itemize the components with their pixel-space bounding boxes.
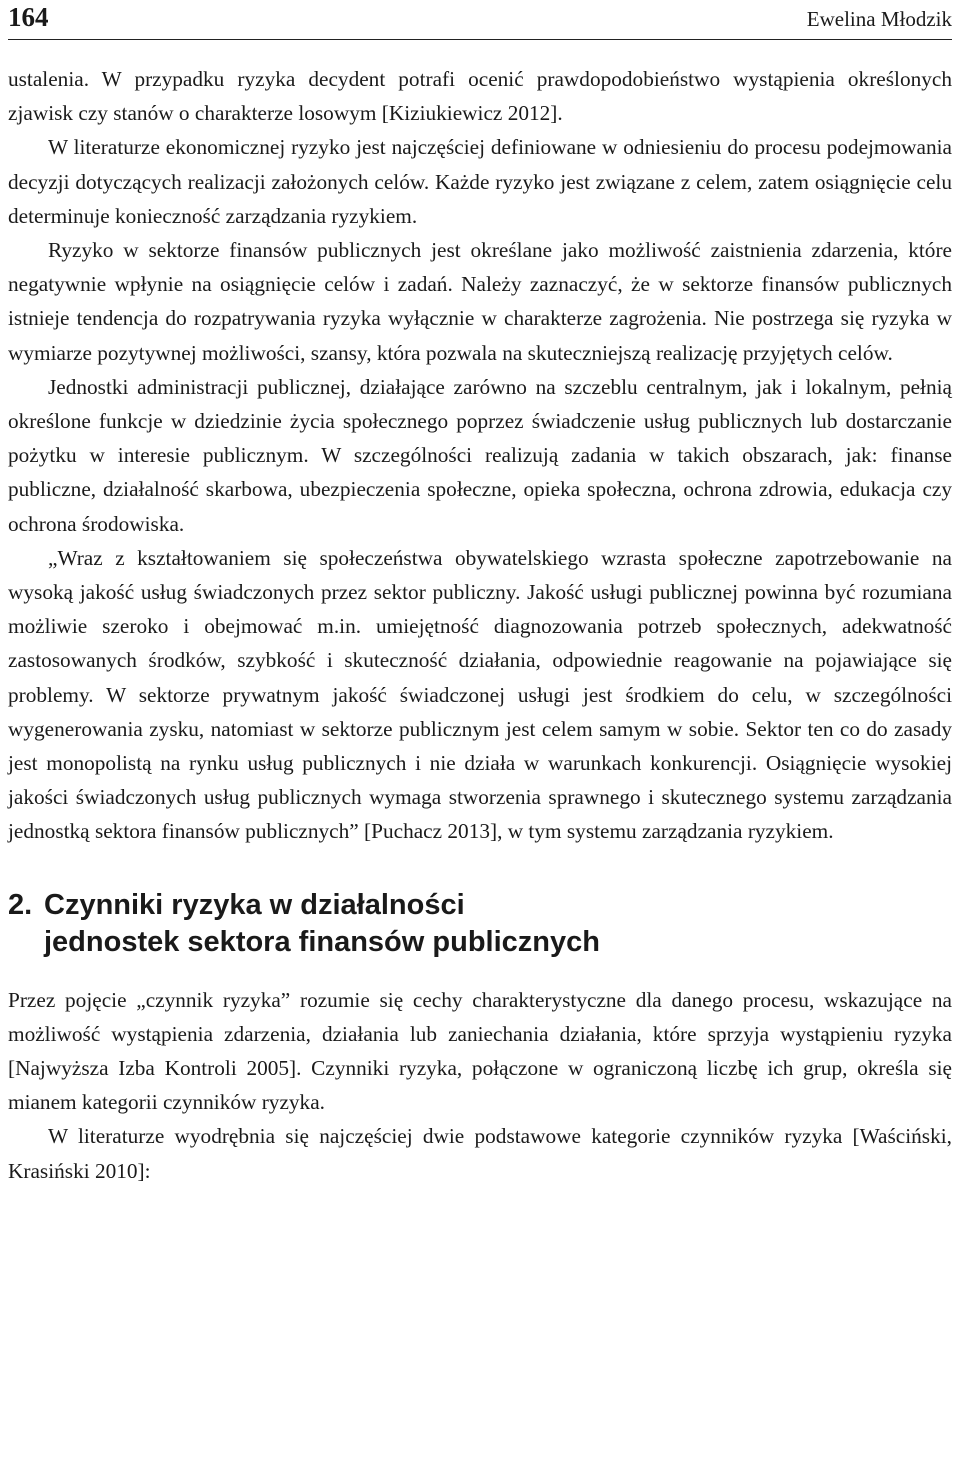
- paragraph-6: Przez pojęcie „czynnik ryzyka” rozumie się cechy charakterystyczne dla danego procesu, wskazujące na możliwość wystąpienia zdarzenia, działania lub zaniechania działania, które sprzyja wystąpieniu ryzyka [Najwyższa Izba Kontroli 2005]. Czynniki ryzyka, połączone w ograniczoną liczbę ich grup, określa się mianem kategorii czynników ryzyka.: [8, 987, 952, 1115]
- section-title-line-2: jednostek sektora finansów publicznych: [44, 925, 600, 958]
- paragraph-4: Jednostki administracji publicznej, działające zarówno na szczeblu centralnym, jak i lokalnym, pełnią określone funkcje w dziedzinie życia społecznego poprzez świadczenie usług publicznych lub dostarczanie pożytku w interesie publicznym. W szczególności realizują zadania w takich obszarach, jak: finanse publiczne, działalność skarbowa, ubezpieczenia społeczne, opieka społeczna, ochrona zdrowia, edukacja czy ochrona środowiska.: [8, 374, 952, 536]
- section-title: [44, 887, 952, 961]
- running-header-author: Ewelina Młodzik: [806, 7, 952, 31]
- paragraph-7: W literaturze wyodrębnia się najczęściej dwie podstawowe kategorie czynników ryzyka [Waściński, Krasiński 2010]:: [8, 1124, 952, 1183]
- body-text: [8, 62, 952, 1188]
- paragraph-3: Ryzyko w sektorze finansów publicznych jest określane jako możliwość zaistnienia zdarzenia, które negatywnie wpłynie na osiągnięcie celów i zadań. Należy zaznaczyć, że w sektorze finansów publicznych istnieje tendencja do rozpatrywania ryzyka wyłącznie w charakterze zagrożenia. Nie postrzega się ryzyka w wymiarze pozytywnej możliwości, szansy, która pozwala na skuteczniejszą realizację przyjętych celów.: [8, 238, 952, 365]
- running-header: [8, 0, 952, 40]
- paragraph-2: W literaturze ekonomicznej ryzyko jest najczęściej definiowane w odniesieniu do procesu podejmowania decyzji dotyczących realizacji założonych celów. Każde ryzyko jest związane z celem, zatem osiągnięcie celu determinuje konieczność zarządzania ryzykiem.: [8, 135, 952, 228]
- page-number: 164: [8, 2, 49, 32]
- section-title-line-1: Czynniki ryzyka w działalności: [44, 888, 465, 921]
- section-heading: [8, 887, 952, 961]
- paragraph-5-quote: „Wraz z kształtowaniem się społeczeństwa obywatelskiego wzrasta społeczne zapotrzebowanie na wysoką jakość usług świadczonych przez sektor publiczny. Jakość usługi publicznej powinna być rozumiana możliwie szeroko i obejmować m.in. umiejętność diagnozowania potrzeb społecznych, adekwatność zastosowanych środków, szybkość i skuteczność działania, odpowiednie reagowanie na pojawiające się problemy. W sektorze prywatnym jakość świadczonej usługi jest środkiem do celu, w szczególności wygenerowania zysku, natomiast w sektorze publicznym jest celem samym w sobie. Sektor ten co do zasady jest monopolistą na rynku usług publicznych i nie działa w warunkach konkurencji. Osiągnięcie wysokiej jakości świadczonych usług publicznych wymaga stworzenia sprawnego i skutecznego systemu zarządzania jednostką sektora finansów publicznych” [Puchacz 2013], w tym systemu zarządzania ryzykiem.: [8, 545, 952, 844]
- paragraph-1: ustalenia. W przypadku ryzyka decydent potrafi ocenić prawdopodobieństwo wystąpienia określonych zjawisk czy stanów o charakterze losowym [Kiziukiewicz 2012].: [8, 67, 952, 126]
- section-number: 2.: [8, 888, 33, 921]
